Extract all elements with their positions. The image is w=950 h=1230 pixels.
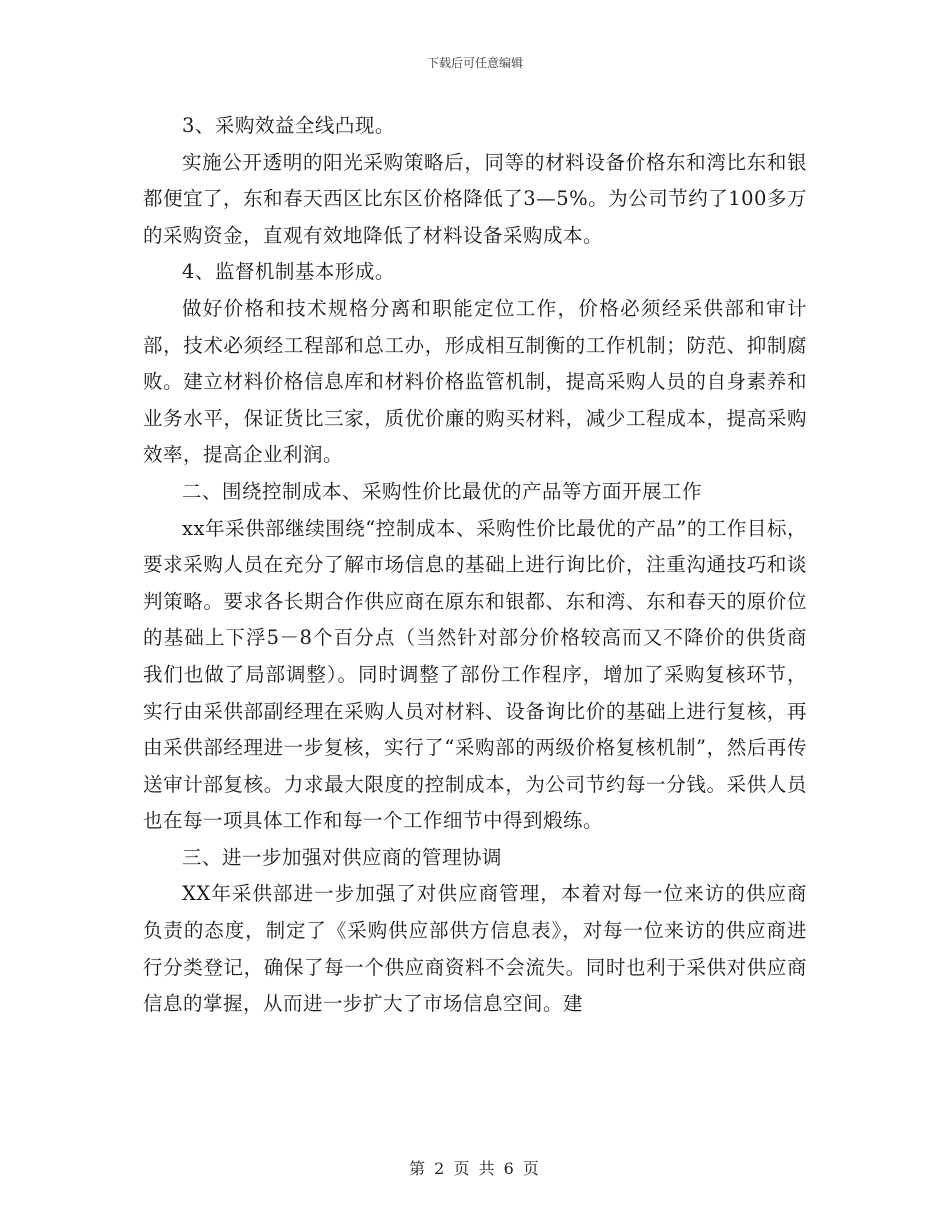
paragraph: xx年采供部继续围绕“控制成本、采购性价比最优的产品”的工作目标，要求采购人员在充分了解市场信息的基础上进行询比价，注重沟通技巧和谈判策略。要求各长期合作供应商在原东和银都、东和湾、东和春天的原价位的基础上下浮5－8个百分点（当然针对部分价格较高而又不降价的供货商我们也做了局部调整）。同时调整了部份工作程序，增加了采购复核环节，实行由采供部副经理在采购人员对材料、设备询比价的基础上进行复核，再由采供部经理进一步复核，实行了“采购部的两级价格复核机制”，然后再传送审计部复核。力求最大限度的控制成本，为公司节约每一分钱。采供人员也在每一项具体工作和每一个工作细节中得到煅练。 <box>143 516 807 833</box>
paragraph: 实施公开透明的阳光采购策略后，同等的材料设备价格东和湾比东和银都便宜了，东和春天西区比东区价格降低了3—5%。为公司节约了100多万的采购资金，直观有效地降低了材料设备采购成本。 <box>143 150 807 247</box>
paragraph: 3、采购效益全线凸现。 <box>182 114 395 137</box>
page-number-footer: 第 2 页 共 6 页 <box>409 1159 541 1178</box>
document-body <box>143 108 807 1023</box>
section-heading: 二、围绕控制成本、采购性价比最优的产品等方面开展工作 <box>182 479 703 503</box>
page-header-note: 下载后可任意编辑 <box>426 56 523 70</box>
section-heading: 三、进一步加强对供应商的管理协调 <box>182 845 503 869</box>
paragraph: XX年采供部进一步加强了对供应商管理，本着对每一位来访的供应商负责的态度，制定了《采购供应部供方信息表》，对每一位来访的供应商进行分类登记，确保了每一个供应商资料不会流失。同时也利于采供对供应商信息的掌握，从而进一步扩大了市场信息空间。建 <box>143 882 807 1016</box>
paragraph: 4、监督机制基本形成。 <box>182 260 395 284</box>
paragraph: 做好价格和技术规格分离和职能定位工作，价格必须经采供部和审计部，技术必须经工程部和总工办，形成相互制衡的工作机制；防范、抑制腐败。建立材料价格信息库和材料价格监管机制，提高采购人员的自身素养和业务水平，保证货比三家，质优价廉的购买材料，减少工程成本，提高采购效率，提高企业利润。 <box>143 296 807 467</box>
